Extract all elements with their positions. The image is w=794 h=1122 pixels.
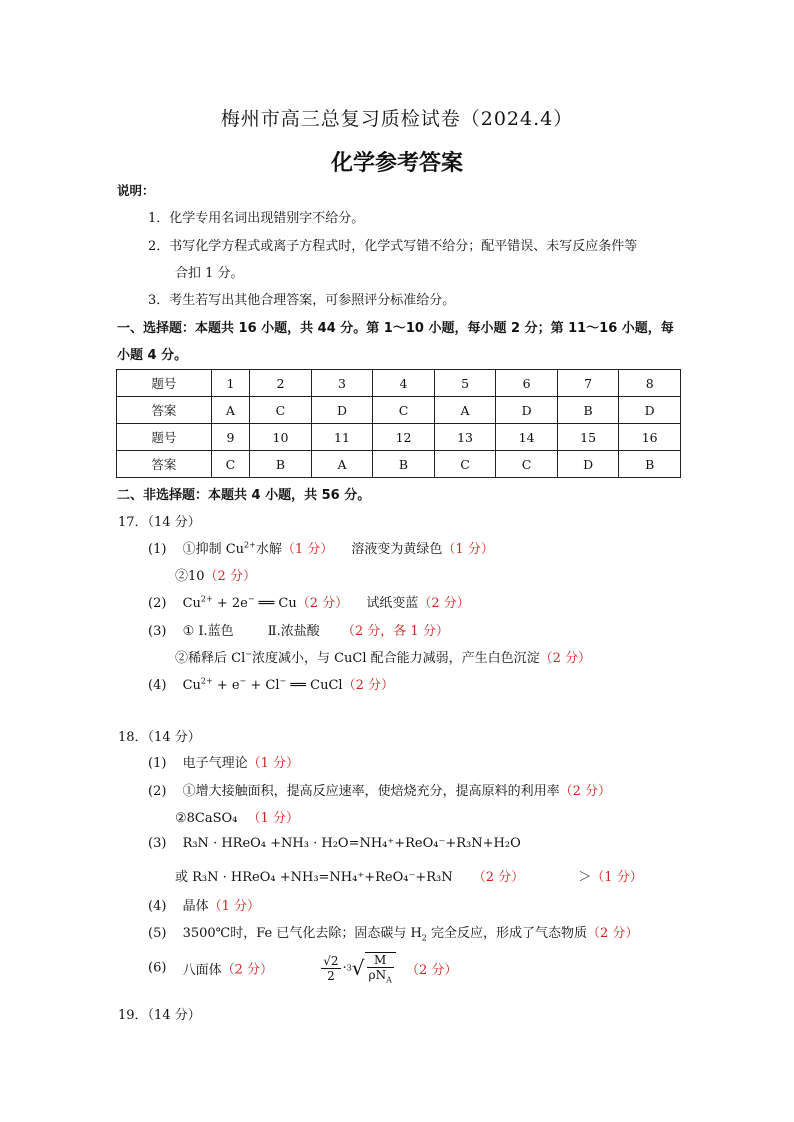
score: （2 分） <box>539 651 592 666</box>
part-number: (1) <box>148 756 167 771</box>
score: （2 分） <box>342 678 394 693</box>
table-cell: C <box>496 451 558 478</box>
q18-part6: (6) 八面体（2 分） $\frac{√2}{2}$ ·3√ $\frac{M}{\rho N_A}$ （2 分） <box>148 953 458 985</box>
section2-heading: 二、非选择题：本题共 4 小题，共 56 分。 <box>117 488 371 503</box>
score: （1 分） <box>591 870 643 885</box>
table-cell: D <box>619 397 681 424</box>
table-row <box>117 397 681 424</box>
section1-heading-cont: 小题 4 分。 <box>117 348 188 363</box>
table-row-header: 题号 <box>117 424 212 451</box>
part-number: (4) <box>148 678 167 693</box>
score: （2 分） <box>221 962 273 978</box>
q18-part5: (5) 3500℃时，Fe 已气化去除；固态碳与 $H_2$ 完全反应，形成了气态物质（2 分） <box>148 926 639 943</box>
table-cell: B <box>557 397 619 424</box>
table-cell: A <box>311 451 373 478</box>
note-item: 1．化学专用名词出现错别字不给分。 <box>148 211 365 226</box>
table-cell: 11 <box>311 424 373 451</box>
q18-part4: (4) 晶体（1 分） <box>148 899 260 914</box>
table-row-header: 答案 <box>117 451 212 478</box>
part-number: (3) <box>148 624 167 639</box>
q19-heading: 19．（14 分） <box>118 1008 201 1023</box>
q18-part1: (1) 电子气理论（1 分） <box>148 756 299 771</box>
table-cell: C <box>434 451 496 478</box>
table-cell: 10 <box>250 424 312 451</box>
cube-root <box>352 952 398 984</box>
q17-part1: (1) ①抑制 $Cu^{2+}$水解（1 分） 溶液变为黄绿色（1 分） <box>148 540 494 557</box>
score: （2 分） <box>296 596 349 611</box>
part-number: (3) <box>148 836 167 851</box>
note-item: 2．书写化学方程式或离子方程式时，化学式写错不给分；配平错误、未写反应条件等 <box>148 239 638 254</box>
part-number: (5) <box>148 926 167 941</box>
score: （2 分） <box>418 596 470 611</box>
section1-heading: 一、选择题：本题共 16 小题，共 44 分。第 1～10 小题，每小题 2 分；第 11～16 小题，每 <box>117 321 674 336</box>
table-row-header: 题号 <box>117 370 212 397</box>
score: （2 分） <box>559 784 611 799</box>
table-cell: 9 <box>211 424 250 451</box>
table-cell: B <box>373 451 435 478</box>
table-cell: D <box>311 397 373 424</box>
table-cell: D <box>557 451 619 478</box>
answer-table <box>116 369 681 478</box>
score: （2 分） <box>204 569 256 584</box>
table-cell: A <box>434 397 496 424</box>
score: （2 分） <box>406 962 458 978</box>
score: （1 分） <box>247 756 299 771</box>
table-cell: 8 <box>619 370 681 397</box>
note-item: 合扣 1 分。 <box>175 266 244 281</box>
score: （2 分，各 1 分） <box>341 624 449 639</box>
q18-part2: (2) ①增大接触面积，提高反应速率，使焙烧充分，提高原料的利用率（2 分） <box>148 784 611 799</box>
table-row <box>117 451 681 478</box>
table-cell: 5 <box>434 370 496 397</box>
radical-sign: √ <box>351 956 365 981</box>
table-cell: 16 <box>619 424 681 451</box>
table-cell: 12 <box>373 424 435 451</box>
q17-part2: (2) $Cu^{2+} + 2e^-$ ══ Cu（2 分） 试纸变蓝（2 分） <box>148 594 470 611</box>
q18-heading: 18．（14 分） <box>118 730 201 745</box>
q17-part3b: ②稀释后 Cl−浓度减小，与 CuCl 配合能力减弱，产生白色沉淀（2 分） <box>175 649 592 666</box>
note-item: 3．考生若写出其他合理答案，可参照评分标准给分。 <box>148 293 456 308</box>
root-radicand: $\frac{M}{\rho N_A}$ <box>365 952 396 984</box>
part-number: (2) <box>148 596 167 611</box>
table-cell: 15 <box>557 424 619 451</box>
table-cell: 1 <box>211 370 250 397</box>
score: （1 分） <box>247 811 299 826</box>
score: （1 分） <box>281 542 334 557</box>
table-cell: 4 <box>373 370 435 397</box>
table-cell: C <box>211 451 250 478</box>
table-cell: D <box>496 397 558 424</box>
part-number: (1) <box>148 542 167 557</box>
score: （1 分） <box>208 899 260 914</box>
q17-part4: (4) $Cu^{2+} + e^- + Cl^-$ ══ CuCl（2 分） <box>148 676 394 693</box>
q18-part3: (3) R₃N · HReO₄ +NH₃ · H₂O=NH₄⁺+ReO₄⁻+R₃N+H₂O <box>148 836 521 851</box>
table-cell: 7 <box>557 370 619 397</box>
page-subtitle: 化学参考答案 <box>330 151 463 176</box>
table-cell: A <box>211 397 250 424</box>
table-cell: B <box>250 451 312 478</box>
q17-part1b: ②10（2 分） <box>175 569 256 584</box>
table-cell: 14 <box>496 424 558 451</box>
score: （1 分） <box>442 542 494 557</box>
table-row <box>117 424 681 451</box>
table-cell: 13 <box>434 424 496 451</box>
q17-part3: (3) ① Ⅰ.蓝色 Ⅱ.浓盐酸 （2 分，各 1 分） <box>148 624 449 639</box>
table-cell: C <box>373 397 435 424</box>
table-cell: 6 <box>496 370 558 397</box>
fraction-sqrt2-over-2: $\frac{√2}{2}$ <box>323 953 339 983</box>
part-number: (6) <box>148 960 167 976</box>
table-cell: B <box>619 451 681 478</box>
page-title: 梅州市高三总复习质检试卷（2024.4） <box>220 108 574 130</box>
table-row-header: 答案 <box>117 397 212 424</box>
q17-heading: 17．（14 分） <box>118 515 201 530</box>
part-number: (4) <box>148 899 167 914</box>
table-cell: 3 <box>311 370 373 397</box>
table-cell: C <box>250 397 312 424</box>
notes-heading: 说明： <box>117 183 155 198</box>
score: （2 分） <box>587 926 639 941</box>
table-row <box>117 370 681 397</box>
q18-part3-alt: 或 R₃N · HReO₄ +NH₃=NH₄⁺+ReO₄⁻+R₃N （2 分） ＞（1 分） <box>175 870 643 885</box>
q18-part2b: ②8CaSO₄ （1 分） <box>175 811 299 826</box>
part-number: (2) <box>148 784 167 799</box>
table-cell: 2 <box>250 370 312 397</box>
score: （2 分） <box>472 870 525 885</box>
